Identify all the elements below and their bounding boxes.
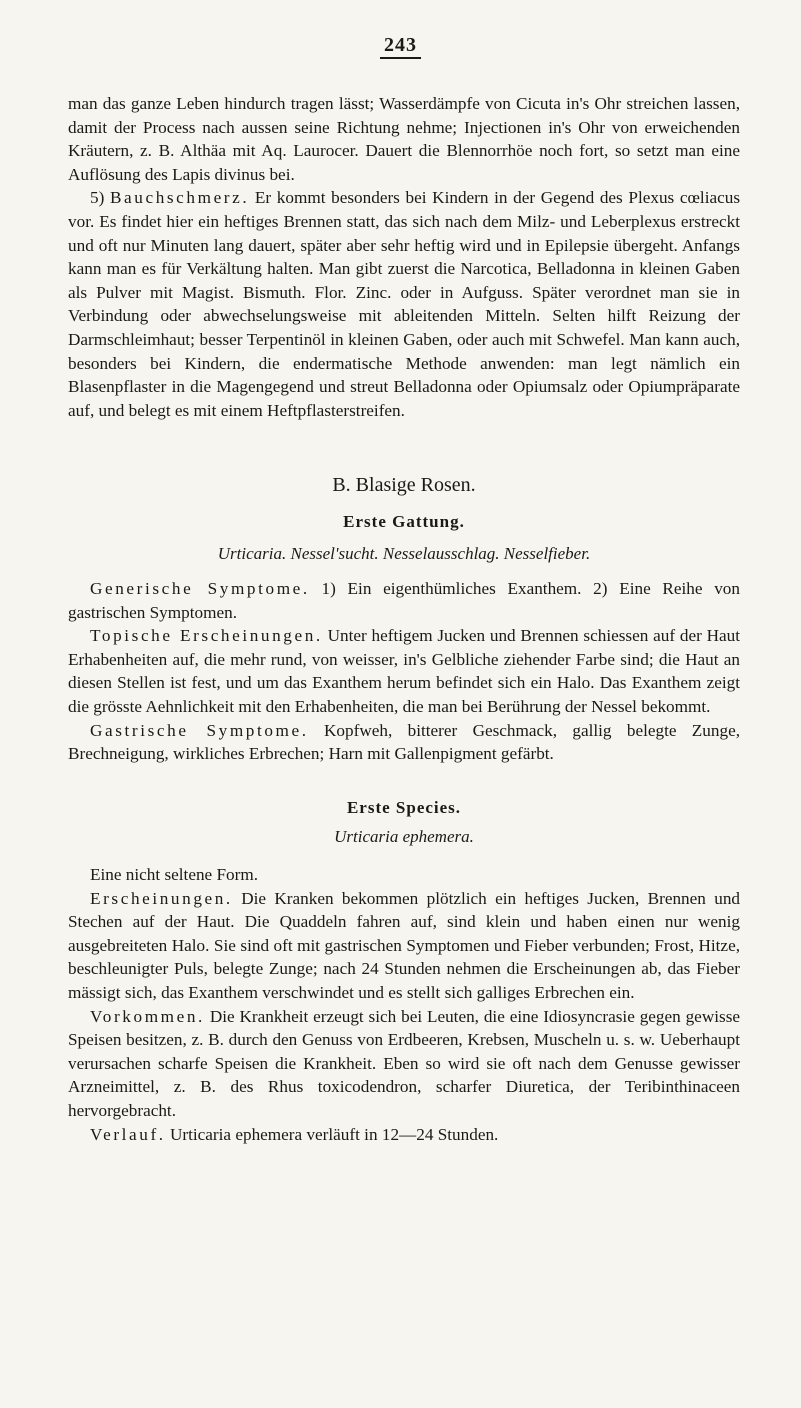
- species-heading: Erste Species.: [346, 797, 462, 817]
- section-heading: B. Blasige Rosen.: [332, 474, 476, 497]
- genus-names: Urticaria. Nessel'sucht. Nesselausschlag. Nesselfieber.: [217, 543, 591, 563]
- species-name: Urticaria ephemera.: [334, 827, 474, 847]
- page-number: 243: [0, 34, 801, 57]
- paragraph-appearance: Erscheinungen. Die Kranken bekommen plötzlich ein heftiges Jucken, Brennen und Stechen auf der Haut. Die Quaddeln fahren auf, sind klein und haben einen nur wenig ausgebreiteten Halo. Sie sind oft mit gastrischen Symptomen und Fieber verbunden; Frost, Hitze, beschleunigter Puls, belegte Zunge; nach 24 Stunden nehmen die Erscheinungen ab, das Fieber mässigt sich, das Exanthem verschwindet und es stellt sich galliges Erbrechen ein.: [68, 888, 741, 1002]
- paragraph-course: Verlauf. Urticaria ephemera verläuft in 12—24 Stunden.: [90, 1124, 499, 1144]
- paragraph-generic-symptoms: Generische Symptome. 1) Ein eigenthümliches Exanthem. 2) Eine Reihe von gastrischen Symptomen.: [68, 579, 740, 622]
- genus-heading: Erste Gattung.: [343, 511, 465, 531]
- paragraph-occurrence: Vorkommen. Die Krankheit erzeugt sich bei Leuten, die eine Idiosyncrasie gegen gewisse Speisen besitzen, z. B. durch den Genuss von Erdbeeren, Krebsen, Muscheln u. s. w. Ueberhaupt verursachen scharfe Speisen die Krankheit. Eben so wird sie oft nach dem Genusse gewisser Arzneimittel, z. B. des Rhus toxicodendron, scharfer Diuretica, der Teribinthinaceen hervorgebracht.: [68, 1006, 741, 1120]
- paragraph-topical: Topische Erscheinungen. Unter heftigem Jucken und Brennen schiessen auf der Haut Erhabenheiten auf, die mehr rund, von weisser, in's Gelbliche ziehender Farbe sind; die Haut an diesen Stellen ist fest, und um das Exanthem herum befindet sich ein Halo. Das Exanthem zeigt die grösste Aehnlichkeit mit den Erhabenheiten, die man bei Berührung der Nessel bekommt.: [68, 626, 740, 717]
- term-bauchschmerz: Bauchschmerz.: [109, 188, 250, 208]
- paragraph-continuation: man das ganze Leben hindurch tragen lässt; Wasserdämpfe von Cicuta in's Ohr streichen lassen, damit der Process nach aussen seine Richtung nehme; Injectionen in's Ohr von erweichenden Kräutern, z. B. Althäa mit Aq. Laurocer. Dauert die Blennorrhöe noch fort, so setzt man eine Auflösung des Lapis divinus bei.: [68, 94, 740, 184]
- page-body: [68, 92, 740, 1146]
- paragraph-bauchschmerz: 5) Bauchschmerz. Er kommt besonders bei Kindern in der Gegend des Plexus cœliacus vor. Es findet hier ein heftiges Brennen statt, das sich nach dem Milz- und Leberplexus erstreckt und oft nur Minuten lang dauert, später aber sehr heftig wird und in Epilepsie übergeht. Anfangs kann man es für Verkältung halten. Man gibt zuerst die Narcotica, Belladonna in kleinen Gaben als Pulver mit Magist. Bismuth. Flor. Zinc. oder in Aufguss. Später verordnet man sie in Verbindung oder abwechselungsweise mit ableitenden Mitteln. Selten hilft Reizung der Darmschleimhaut; besser Terpentinöl in kleinen Gaben, oder auch mit Schwefel. Man kann auch, besonders bei Kindern, die endermatische Methode anwenden: man legt nämlich ein Blasenpflaster in die Magengegend und streut Belladonna oder Opiumsalz oder Opiumpräparate auf, und belegt es mit einem Heftpflasterstreifen.: [68, 188, 741, 420]
- paragraph-gastric: Gastrische Symptome. Kopfweh, bitterer Geschmack, gallig belegte Zunge, Brechneigung, wirkliches Erbrechen; Harn mit Gallenpigment gefärbt.: [68, 720, 741, 764]
- paragraph-species-intro: Eine nicht seltene Form.: [90, 865, 259, 885]
